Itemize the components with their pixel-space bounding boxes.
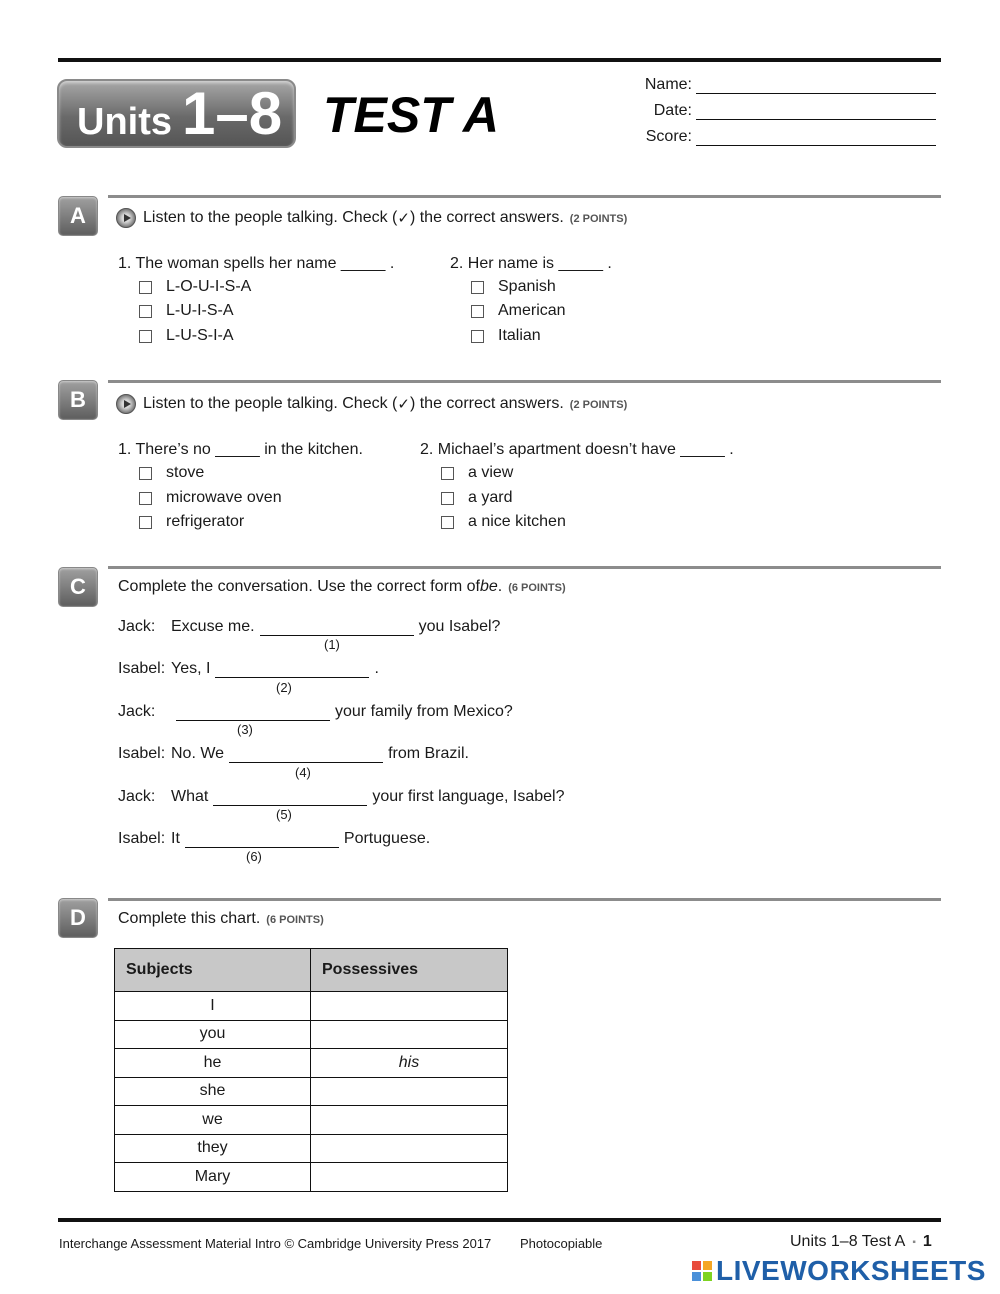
page-number: 1 xyxy=(922,1233,932,1250)
points-label: (6 POINTS) xyxy=(266,914,324,926)
option-label: American xyxy=(498,302,566,319)
units-word: Units xyxy=(77,101,172,143)
option-a2-2[interactable] xyxy=(471,302,566,320)
answer-blank-3[interactable] xyxy=(176,705,330,721)
bottom-rule xyxy=(58,1218,941,1222)
logo-block xyxy=(703,1261,712,1270)
speaker: Jack: xyxy=(118,703,156,720)
checkbox[interactable] xyxy=(471,281,484,294)
answer-blank-2[interactable] xyxy=(215,662,369,678)
question-a1: 1. The woman spells her name _____ . xyxy=(118,255,395,272)
option-b2-2[interactable] xyxy=(441,489,512,507)
table-row xyxy=(115,1163,508,1192)
option-a1-2[interactable] xyxy=(139,302,234,320)
conversation-line-6 xyxy=(118,830,430,848)
score-row xyxy=(620,128,940,146)
option-label: refrigerator xyxy=(166,513,245,530)
option-a1-3[interactable] xyxy=(139,327,234,345)
speaker: Jack: xyxy=(118,788,156,805)
instruction-emphasis: be xyxy=(479,578,498,595)
table-header-row xyxy=(115,949,508,992)
instruction-text-pre: Complete the conversation. Use the correct form of xyxy=(118,578,480,595)
section-d-rule xyxy=(108,898,941,901)
points-label: (6 POINTS) xyxy=(508,582,566,594)
subject-cell: they xyxy=(115,1134,311,1163)
subject-cell: I xyxy=(115,992,311,1021)
logo-block xyxy=(692,1272,701,1281)
possessive-cell[interactable] xyxy=(311,1163,508,1192)
instruction-text: Complete this chart. xyxy=(118,910,261,927)
date-label: Date: xyxy=(653,102,692,119)
option-a1-1[interactable] xyxy=(139,278,251,296)
option-label: L-U-I-S-A xyxy=(166,302,234,319)
subject-cell: you xyxy=(115,1020,311,1049)
checkbox[interactable] xyxy=(139,305,152,318)
blank-number-2: (2) xyxy=(276,680,292,695)
header-possessives: Possessives xyxy=(311,949,508,992)
top-rule xyxy=(58,58,941,62)
possessive-cell: his xyxy=(311,1049,508,1078)
section-a-badge: A xyxy=(58,196,98,236)
audio-play-icon[interactable] xyxy=(116,208,136,228)
checkmark-icon: ✓ xyxy=(397,395,410,413)
option-label: a nice kitchen xyxy=(468,513,566,530)
logo-block xyxy=(703,1272,712,1281)
table-row xyxy=(115,1020,508,1049)
line-after: your family from Mexico? xyxy=(335,703,513,720)
line-before: It xyxy=(171,830,180,847)
conversation-line-4 xyxy=(118,745,469,763)
option-b1-1[interactable] xyxy=(139,464,204,482)
table-row xyxy=(115,1106,508,1135)
section-c-rule xyxy=(108,566,941,569)
separator-icon: ▪ xyxy=(912,1236,916,1248)
section-c-instruction xyxy=(118,578,566,596)
section-d-instruction xyxy=(118,910,324,928)
date-field[interactable] xyxy=(696,102,936,120)
option-b2-3[interactable] xyxy=(441,513,566,531)
subject-cell: he xyxy=(115,1049,311,1078)
instruction-text-post: ) the correct answers. xyxy=(409,209,564,226)
checkbox[interactable] xyxy=(441,516,454,529)
name-field[interactable] xyxy=(696,76,936,94)
page-label: Units 1–8 Test A xyxy=(790,1233,906,1250)
speaker: Jack: xyxy=(118,618,156,635)
score-label: Score: xyxy=(645,128,692,145)
option-a2-1[interactable] xyxy=(471,278,556,296)
conversation-line-5 xyxy=(118,788,564,806)
subject-cell: we xyxy=(115,1106,311,1135)
subjects-possessives-table xyxy=(114,948,508,1192)
conversation-line-3 xyxy=(118,703,513,721)
line-after: Portuguese. xyxy=(343,830,431,847)
logo-text: LIVEWORKSHEETS xyxy=(716,1255,986,1286)
section-d-badge: D xyxy=(58,898,98,938)
question-b1: 1. There’s no _____ in the kitchen. xyxy=(118,441,363,458)
blank-number-4: (4) xyxy=(295,765,311,780)
answer-blank-4[interactable] xyxy=(229,747,383,763)
line-before: Excuse me. xyxy=(171,618,255,635)
checkbox[interactable] xyxy=(139,467,152,480)
instruction-text-pre: Listen to the people talking. Check ( xyxy=(143,395,398,412)
option-b2-1[interactable] xyxy=(441,464,513,482)
checkbox[interactable] xyxy=(471,305,484,318)
section-b-instruction xyxy=(116,394,627,414)
possessive-cell[interactable] xyxy=(311,1020,508,1049)
table-row xyxy=(115,1077,508,1106)
option-b1-2[interactable] xyxy=(139,489,282,507)
blank-number-5: (5) xyxy=(276,807,292,822)
option-label: Spanish xyxy=(498,278,556,295)
checkbox[interactable] xyxy=(441,467,454,480)
test-title: TEST A xyxy=(323,87,499,143)
option-a2-3[interactable] xyxy=(471,327,541,345)
section-b-rule xyxy=(108,380,941,383)
speaker: Isabel: xyxy=(118,745,166,762)
possessive-cell[interactable] xyxy=(311,1106,508,1135)
option-label: stove xyxy=(166,464,205,481)
section-b-badge: B xyxy=(58,380,98,420)
audio-play-icon[interactable] xyxy=(116,394,136,414)
line-before: Yes, I xyxy=(171,660,211,677)
footer-page-info xyxy=(790,1233,932,1251)
score-field[interactable] xyxy=(696,128,936,146)
line-after: . xyxy=(374,660,379,677)
units-range: 1–8 xyxy=(182,80,283,147)
answer-blank-1[interactable] xyxy=(260,620,414,636)
option-label: L-O-U-I-S-A xyxy=(166,278,252,295)
points-label: (2 POINTS) xyxy=(569,399,628,411)
checkbox[interactable] xyxy=(471,330,484,343)
section-a-instruction xyxy=(116,208,627,228)
possessive-cell[interactable] xyxy=(311,1077,508,1106)
line-before: No. We xyxy=(171,745,225,762)
date-row xyxy=(620,102,940,120)
conversation-line-1 xyxy=(118,618,500,636)
line-after: your first language, Isabel? xyxy=(372,788,565,805)
line-after: from Brazil. xyxy=(388,745,469,762)
blank-number-6: (6) xyxy=(246,849,262,864)
subject-cell: she xyxy=(115,1077,311,1106)
option-label: microwave oven xyxy=(166,489,282,506)
instruction-text-post: ) the correct answers. xyxy=(409,395,564,412)
section-c-badge: C xyxy=(58,567,98,607)
checkmark-icon: ✓ xyxy=(397,209,410,227)
option-label: a yard xyxy=(468,489,513,506)
answer-blank-5[interactable] xyxy=(213,790,367,806)
subject-cell: Mary xyxy=(115,1163,311,1192)
possessive-cell[interactable] xyxy=(311,992,508,1021)
blank-number-3: (3) xyxy=(237,722,253,737)
footer-photocopiable: Photocopiable xyxy=(520,1236,603,1251)
line-before: What xyxy=(171,788,209,805)
checkbox[interactable] xyxy=(441,492,454,505)
checkbox[interactable] xyxy=(139,516,152,529)
instruction-text-pre: Listen to the people talking. Check ( xyxy=(143,209,398,226)
footer-copyright: Interchange Assessment Material Intro © Cambridge University Press 2017 xyxy=(59,1236,492,1251)
table-row xyxy=(115,1134,508,1163)
name-row xyxy=(620,76,940,94)
liveworksheets-logo xyxy=(692,1255,986,1287)
blank-number-1: (1) xyxy=(324,637,340,652)
units-badge xyxy=(57,79,296,148)
table-row xyxy=(115,992,508,1021)
table-row xyxy=(115,1049,508,1078)
question-b2: 2. Michael’s apartment doesn’t have _____ . xyxy=(420,441,734,458)
section-a-rule xyxy=(108,195,941,198)
checkbox[interactable] xyxy=(139,281,152,294)
option-label: Italian xyxy=(498,327,541,344)
points-label: (2 POINTS) xyxy=(569,213,628,225)
question-a2: 2. Her name is _____ . xyxy=(450,255,612,272)
header-subjects: Subjects xyxy=(115,949,311,992)
logo-block xyxy=(692,1261,701,1270)
option-label: a view xyxy=(468,464,514,481)
conversation-line-2 xyxy=(118,660,379,678)
checkbox[interactable] xyxy=(139,330,152,343)
logo-blocks-icon xyxy=(692,1261,712,1281)
name-label: Name: xyxy=(644,76,692,93)
checkbox[interactable] xyxy=(139,492,152,505)
possessive-cell[interactable] xyxy=(311,1134,508,1163)
answer-blank-6[interactable] xyxy=(185,832,339,848)
option-label: L-U-S-I-A xyxy=(166,327,234,344)
instruction-text-post: . xyxy=(497,578,503,595)
option-b1-3[interactable] xyxy=(139,513,244,531)
speaker: Isabel: xyxy=(118,660,166,677)
speaker: Isabel: xyxy=(118,830,166,847)
line-after: you Isabel? xyxy=(418,618,501,635)
